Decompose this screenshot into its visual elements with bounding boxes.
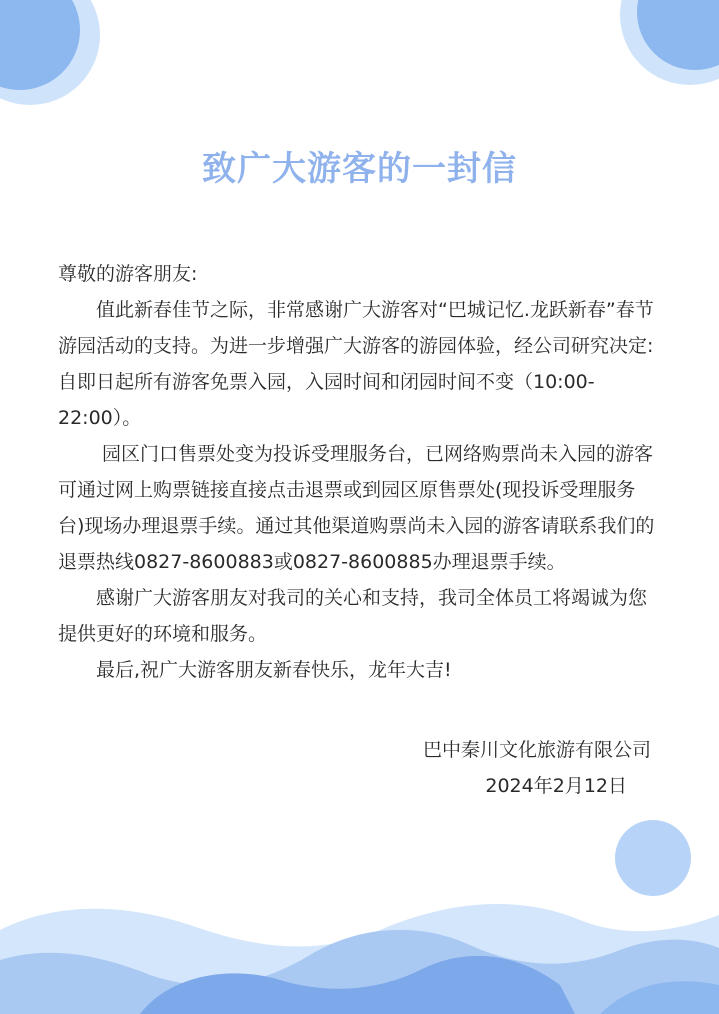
top-right-inner-circle [637,0,719,70]
letter-date: 2024年2月12日 [485,775,627,797]
bottom-wave-mid [0,930,719,1014]
top-left-outer-circle [0,0,100,105]
paragraph-thanks: 感谢广大游客朋友对我司的关心和支持，我司全体员工将竭诚为您提供更好的环境和服务。 [58,587,648,645]
greeting: 尊敬的游客朋友: [58,263,198,285]
bottom-wave-dark [140,956,575,1014]
letter-body [58,256,658,688]
top-left-inner-circle [0,0,80,90]
paragraph-closing: 最后,祝广大游客朋友新春快乐，龙年大吉! [96,659,452,681]
paragraph-refund-info: 园区门口售票处变为投诉受理服务台，已网络购票尚未入园的游客可通过网上购票链接直接点击退票或到园区原售票处(现投诉受理服务台)现场办理退票手续。通过其他渠道购票尚未入园的游客请联系我们的退票热线0827-8600883或0827-8600885办理退票手续。 [58,443,655,573]
right-bubble-circle [615,820,691,896]
top-right-outer-circle [620,0,719,85]
letter-title: 致广大游客的一封信 [202,149,517,189]
signature-block [423,732,651,804]
bottom-wave-right-blob [600,981,719,1014]
paragraph-announcement: 值此新春佳节之际，非常感谢广大游客对“巴城记忆.龙跃新春”春节游园活动的支持。为进一步增强广大游客的游园体验，经公司研究决定:自即日起所有游客免票入园，入园时间和闭园时间不变（10:00-22:00）。 [58,299,654,429]
company-name: 巴中秦川文化旅游有限公司 [422,739,651,761]
bottom-wave-light [0,904,719,1014]
